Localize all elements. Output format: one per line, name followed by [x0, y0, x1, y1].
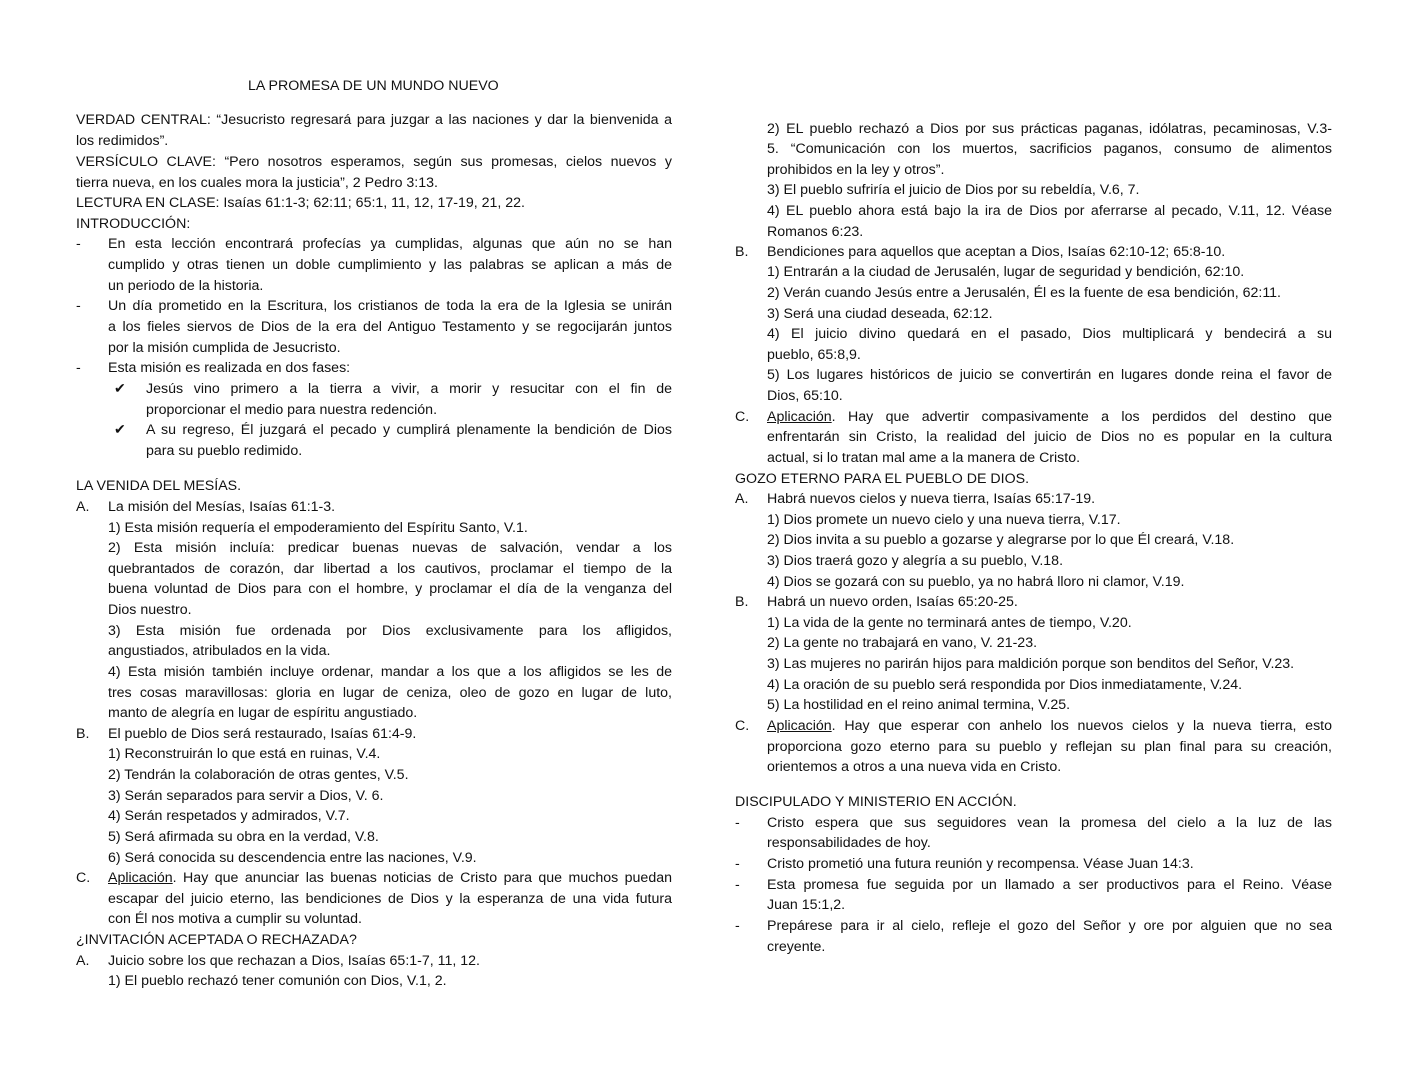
line-text: 5) Será afirmada su obra en la verdad, V.8.: [108, 829, 379, 845]
text-line: [76, 214, 672, 235]
text-line: [76, 744, 672, 765]
text-line: [76, 518, 672, 539]
text-line: [76, 827, 672, 848]
text-line: [76, 765, 672, 786]
line-text: 2) Dios invita a su pueblo a gozarse y alegrarse por lo que Él creará, V.18.: [767, 532, 1235, 548]
line-text: 3) Será una ciudad deseada, 62:12.: [767, 306, 993, 322]
text-line: [76, 621, 672, 642]
list-marker: -: [76, 360, 81, 376]
line-text: 5. “Comunicación con los muertos, sacrificios paganos, consumo de alimentos: [767, 141, 1332, 157]
line-text: Esta misión es realizada en dos fases:: [108, 360, 351, 376]
line-text: 2) Verán cuando Jesús entre a Jerusalén, Él es la fuente de esa bendición, 62:11.: [767, 285, 1281, 301]
text-line: [735, 895, 1332, 916]
line-text: cumplido y otras tienen un doble cumplimiento y las palabras se aplican a más de: [108, 257, 672, 273]
text-line: [76, 110, 672, 131]
text-line: [76, 131, 672, 152]
text-line: [76, 579, 672, 600]
text-line: [735, 448, 1332, 469]
list-marker: -: [735, 856, 740, 872]
text-line: [76, 641, 672, 662]
line-text: a los fieles siervos de Dios de la era del Antiguo Testamento y se regocijarán juntos: [108, 319, 672, 335]
text-line: [76, 848, 672, 869]
line-text: Juan 15:1,2.: [767, 897, 846, 913]
line-text: Un día prometido en la Escritura, los cristianos de toda la era de la Iglesia se unirán: [108, 298, 672, 314]
list-marker: C.: [735, 409, 750, 425]
text-line: [76, 152, 672, 173]
line-text: para su pueblo redimido.: [146, 443, 303, 459]
list-marker: -: [735, 815, 740, 831]
line-text: Cristo espera que sus seguidores vean la promesa del cielo a la luz de las: [767, 815, 1332, 831]
text-line: [76, 400, 672, 421]
text-line: [76, 600, 672, 621]
line-text: tres cosas maravillosas: gloria en lugar de ceniza, oleo de gozo en lugar de luto,: [108, 685, 672, 701]
line-text: pueblo, 65:8,9.: [767, 347, 861, 363]
checkmark-icon: ✔: [114, 422, 126, 438]
text-line: [735, 551, 1332, 572]
list-marker: C.: [76, 870, 91, 886]
line-text: buena voluntad de Dios para con el hombre, y proclamar el día de la venganza del: [108, 581, 672, 597]
checkmark-icon: ✔: [114, 381, 126, 397]
text-line: [735, 427, 1332, 448]
line-text: LA PROMESA DE UN MUNDO NUEVO: [248, 78, 499, 94]
line-text: 1) Esta misión requería el empoderamiento del Espíritu Santo, V.1.: [108, 520, 528, 536]
line-text: 3) El pueblo sufriría el juicio de Dios por su rebeldía, V.6, 7.: [767, 182, 1140, 198]
line-text: Romanos 6:23.: [767, 224, 864, 240]
line-text: 4) La oración de su pueblo será respondida por Dios inmediatamente, V.24.: [767, 677, 1243, 693]
line-text: 3) Las mujeres no parirán hijos para maldición porque son benditos del Señor, V.23.: [767, 656, 1295, 672]
line-text: 1) La vida de la gente no terminará antes de tiempo, V.20.: [767, 615, 1132, 631]
text-line: [735, 160, 1332, 181]
line-text: [108, 868, 672, 889]
text-line: [76, 358, 672, 379]
text-line: [76, 703, 672, 724]
line-text: 4) Esta misión también incluye ordenar, mandar a los que a los afligidos se les de: [108, 664, 672, 680]
line-text: 1) Dios promete un nuevo cielo y una nueva tierra, V.17.: [767, 512, 1121, 528]
text-line: [735, 633, 1332, 654]
line-text: 3) Dios traerá gozo y alegría a su pueblo, V.18.: [767, 553, 1064, 569]
text-line: [76, 276, 672, 297]
line-text: Cristo prometió una futura reunión y recompensa. Véase Juan 14:3.: [767, 856, 1194, 872]
line-text: 6) Será conocida su descendencia entre las naciones, V.9.: [108, 850, 477, 866]
text-line: [735, 469, 1332, 490]
text-line: [735, 139, 1332, 160]
text-line: [735, 937, 1332, 958]
text-line: [76, 497, 672, 518]
text-line: [735, 675, 1332, 696]
line-text: 2) Esta misión incluía: predicar buenas nuevas de salvación, vendar a los: [108, 540, 672, 556]
line-text: 3) Serán separados para servir a Dios, V. 6.: [108, 788, 384, 804]
text-line: [735, 572, 1332, 593]
line-text: 5) La hostilidad en el reino animal termina, V.25.: [767, 697, 1071, 713]
line-text: 1) Entrarán a la ciudad de Jerusalén, lugar de seguridad y bendición, 62:10.: [767, 264, 1245, 280]
line-text: proporciona gozo eterno para su pueblo y reflejan su plan final para su creación,: [767, 739, 1332, 755]
text-line: [76, 296, 672, 317]
list-marker: A.: [76, 499, 90, 515]
line-text: LA VENIDA DEL MESÍAS.: [76, 478, 242, 494]
line-text: escapar del juicio eterno, las bendiciones de Dios y la esperanza de una vida futura: [108, 891, 672, 907]
text-line: [76, 806, 672, 827]
text-line: [76, 909, 672, 930]
line-text: [767, 716, 1332, 737]
text-line: [76, 683, 672, 704]
text-line: [735, 813, 1332, 834]
text-line: [76, 420, 672, 441]
line-text: proporcionar el medio para nuestra redención.: [146, 402, 438, 418]
text-line: [735, 833, 1332, 854]
list-marker: C.: [735, 718, 750, 734]
text-line: [735, 916, 1332, 937]
text-line: [735, 592, 1332, 613]
text-line: [735, 386, 1332, 407]
line-text: Jesús vino primero a la tierra a vivir, a morir y resucitar con el fin de: [146, 381, 672, 397]
text-line: [735, 201, 1332, 222]
text-line: [76, 889, 672, 910]
line-text: Bendiciones para aquellos que aceptan a Dios, Isaías 62:10-12; 65:8-10.: [767, 244, 1226, 260]
line-text: 1) El pueblo rechazó tener comunión con Dios, V.1, 2.: [108, 973, 447, 989]
line-text: La misión del Mesías, Isaías 61:1-3.: [108, 499, 336, 515]
line-text: tierra nueva, en los cuales mora la justicia”, 2 Pedro 3:13.: [76, 175, 438, 191]
text-line: [76, 338, 672, 359]
list-marker: B.: [735, 594, 749, 610]
line-text-rest: . Hay que advertir compasivamente a los perdidos del destino que: [831, 409, 1332, 425]
line-text: 2) Tendrán la colaboración de otras gentes, V.5.: [108, 767, 409, 783]
aplicacion-label: Aplicación: [767, 409, 832, 425]
list-marker: -: [735, 918, 740, 934]
line-text: Dios nuestro.: [108, 602, 192, 618]
line-text: El pueblo de Dios será restaurado, Isaías 61:4-9.: [108, 726, 417, 742]
text-line: [735, 854, 1332, 875]
text-line: [76, 76, 672, 97]
line-text: Habrá nuevos cielos y nueva tierra, Isaías 65:17-19.: [767, 491, 1096, 507]
line-text: actual, si lo tratan mal ame a la manera de Cristo.: [767, 450, 1081, 466]
text-line: [735, 119, 1332, 140]
line-text: 2) EL pueblo rechazó a Dios por sus prácticas paganas, idólatras, pecaminosas, V.3-: [767, 121, 1332, 137]
line-text: DISCIPULADO Y MINISTERIO EN ACCIÓN.: [735, 794, 1017, 810]
line-text: 3) Esta misión fue ordenada por Dios exclusivamente para los afligidos,: [108, 623, 672, 639]
line-text: con Él nos motiva a cumplir su voluntad.: [108, 911, 362, 927]
text-line: [76, 193, 672, 214]
line-text: 4) Serán respetados y admirados, V.7.: [108, 808, 350, 824]
line-text: Esta promesa fue seguida por un llamado a ser productivos para el Reino. Véase: [767, 877, 1332, 893]
text-line: [76, 786, 672, 807]
text-line: [735, 365, 1332, 386]
line-text: 4) Dios se gozará con su pueblo, ya no habrá lloro ni clamor, V.19.: [767, 574, 1185, 590]
text-line: [735, 530, 1332, 551]
list-marker: -: [735, 877, 740, 893]
text-line: [76, 234, 672, 255]
text-line: [735, 304, 1332, 325]
text-line: [735, 262, 1332, 283]
line-text: [767, 407, 1332, 428]
line-text: A su regreso, Él juzgará el pecado y cumplirá plenamente la bendición de Dios: [146, 422, 672, 438]
aplicacion-label: Aplicación: [108, 870, 173, 886]
line-text-rest: . Hay que anunciar las buenas noticias de Cristo para que muchos puedan: [172, 870, 672, 886]
line-text: Habrá un nuevo orden, Isaías 65:20-25.: [767, 594, 1018, 610]
line-text: enfrentarán sin Cristo, la realidad del juicio de Dios no es popular en la cultura: [767, 429, 1332, 445]
text-line: [76, 662, 672, 683]
line-text: LECTURA EN CLASE: Isaías 61:1-3; 62:11; 65:1, 11, 12, 17-19, 21, 22.: [76, 195, 526, 211]
text-line: [735, 613, 1332, 634]
line-text: Prepárese para ir al cielo, refleje el gozo del Señor y ore por alguien que no sea: [767, 918, 1332, 934]
text-line: [735, 180, 1332, 201]
text-line: [735, 324, 1332, 345]
list-marker: A.: [76, 953, 90, 969]
line-text: un periodo de la historia.: [108, 278, 264, 294]
list-marker: -: [76, 298, 81, 314]
line-text: Juicio sobre los que rechazan a Dios, Isaías 65:1-7, 11, 12.: [108, 953, 480, 969]
text-line: [76, 724, 672, 745]
text-line: [735, 757, 1332, 778]
text-line: [76, 930, 672, 951]
text-line: [76, 971, 672, 992]
line-text: 5) Los lugares históricos de juicio se convertirán en lugares donde reina el favor de: [767, 367, 1332, 383]
line-text: 4) EL pueblo ahora está bajo la ira de Dios por aferrarse al pecado, V.11, 12. Véase: [767, 203, 1332, 219]
text-line: [735, 737, 1332, 758]
line-text: por la misión cumplida de Jesucristo.: [108, 340, 341, 356]
line-text: 4) El juicio divino quedará en el pasado, Dios multiplicará y bendecirá a su: [767, 326, 1332, 342]
text-line: [76, 538, 672, 559]
line-text: los redimidos”.: [76, 133, 169, 149]
text-line: [76, 379, 672, 400]
text-line: [735, 875, 1332, 896]
list-marker: A.: [735, 491, 749, 507]
list-marker: B.: [76, 726, 90, 742]
text-line: [76, 559, 672, 580]
line-text: VERDAD CENTRAL: “Jesucristo regresará para juzgar a las naciones y dar la bienvenida a: [76, 112, 672, 128]
text-line: [76, 951, 672, 972]
line-text: VERSÍCULO CLAVE: “Pero nosotros esperamos, según sus promesas, cielos nuevos y: [76, 154, 672, 170]
line-text: GOZO ETERNO PARA EL PUEBLO DE DIOS.: [735, 471, 1030, 487]
line-text-rest: . Hay que esperar con anhelo los nuevos cielos y la nueva tierra, esto: [831, 718, 1332, 734]
text-line: [735, 283, 1332, 304]
text-line: [735, 716, 1332, 737]
text-line: [735, 695, 1332, 716]
line-text: angustiados, atribulados en la vida.: [108, 643, 331, 659]
text-line: [735, 345, 1332, 366]
list-marker: -: [76, 236, 81, 252]
text-line: [735, 242, 1332, 263]
line-text: creyente.: [767, 939, 826, 955]
line-text: 1) Reconstruirán lo que está en ruinas, V.4.: [108, 746, 381, 762]
text-line: [76, 868, 672, 889]
text-line: [76, 441, 672, 462]
text-line: [735, 792, 1332, 813]
list-marker: B.: [735, 244, 749, 260]
text-line: [76, 255, 672, 276]
line-text: responsabilidades de hoy.: [767, 835, 931, 851]
text-line: [735, 489, 1332, 510]
line-text: En esta lección encontrará profecías ya cumplidas, algunas que aún no se han: [108, 236, 672, 252]
line-text: Dios, 65:10.: [767, 388, 843, 404]
line-text: INTRODUCCIÓN:: [76, 216, 191, 232]
text-line: [76, 317, 672, 338]
text-line: [76, 476, 672, 497]
text-line: [735, 510, 1332, 531]
aplicacion-label: Aplicación: [767, 718, 832, 734]
line-text: quebrantados de corazón, dar libertad a los cautivos, proclamar el tiempo de la: [108, 561, 672, 577]
line-text: orientemos a otros a una nueva vida en Cristo.: [767, 759, 1062, 775]
line-text: manto de alegría en lugar de espíritu angustiado.: [108, 705, 418, 721]
text-line: [735, 654, 1332, 675]
line-text: ¿INVITACIÓN ACEPTADA O RECHAZADA?: [76, 932, 357, 948]
line-text: prohibidos en la ley y otros”.: [767, 162, 945, 178]
text-line: [76, 173, 672, 194]
text-line: [735, 222, 1332, 243]
text-line: [735, 407, 1332, 428]
line-text: 2) La gente no trabajará en vano, V. 21-23.: [767, 635, 1038, 651]
